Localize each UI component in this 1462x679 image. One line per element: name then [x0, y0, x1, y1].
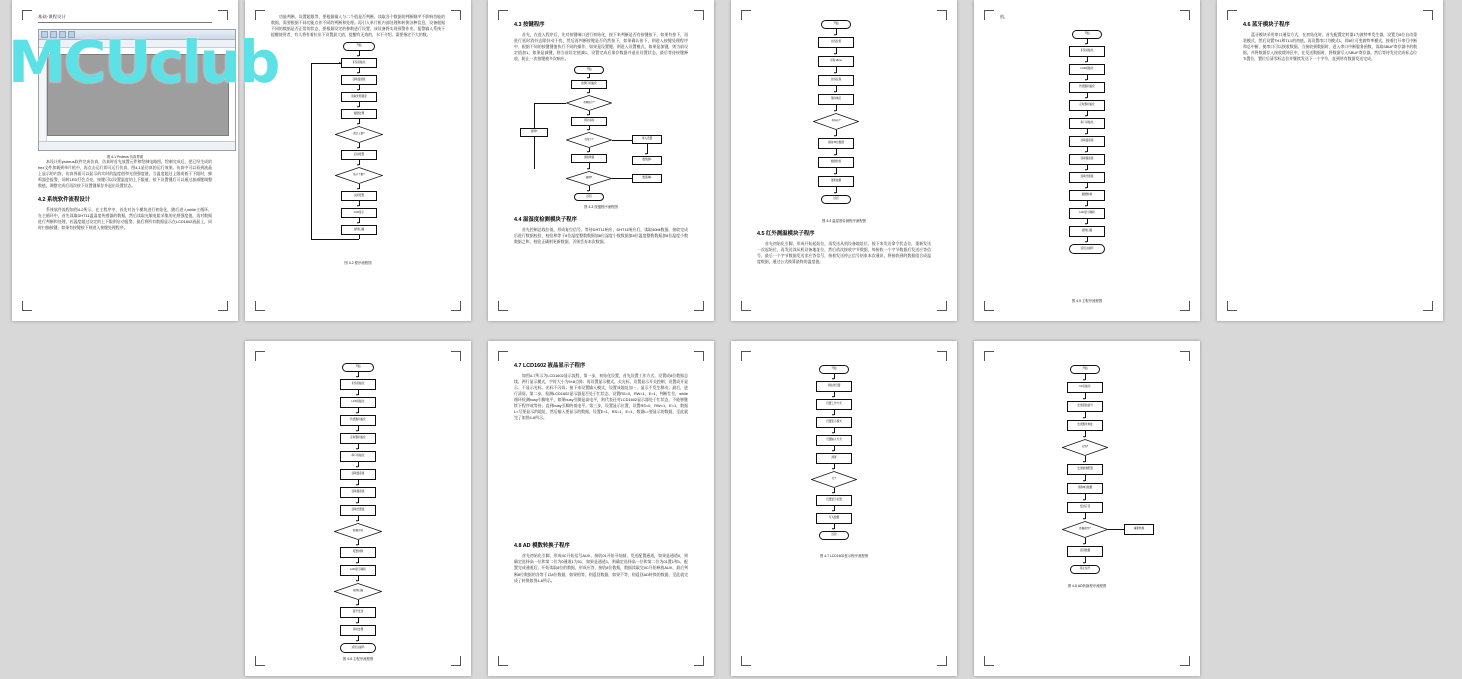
flow-node: IIC初始化 — [1067, 382, 1103, 393]
flowchart-key — [514, 66, 690, 201]
flow-node: 读取湿度值 — [1069, 154, 1105, 165]
flow-node: 读取光照强度 — [341, 92, 377, 102]
flow-node: 开始 — [574, 66, 604, 74]
flow-node: 返回数据 — [1067, 546, 1103, 557]
flow-node: 设置显示位置 — [816, 495, 852, 506]
flow-node: 开始 — [1070, 365, 1100, 374]
figure-caption: 图 4-2 程序流程图 — [344, 261, 372, 266]
document-page-8[interactable] — [488, 341, 714, 676]
flow-node: 系统初始化 — [1069, 46, 1105, 57]
flow-decision-label: 超过上限? — [353, 132, 365, 136]
flow-decision — [566, 132, 612, 148]
document-page-9[interactable] — [731, 341, 957, 676]
body-paragraph: 系统软件流程如图4-2所示，在主程序中，首先对各个模块进行初始化，随后进入while主循环，在主循环中，首先读取DHT11温湿度传感器的数据，然后读取光敏电阻采集的光照强度值，再对数据进行判断和处理，若温度超过设定的上下限则启动报警，最后将所有数据显示在LCD1602液晶上，同时扫描按键，如果有按键按下则进入按键处理程序。 — [38, 207, 212, 231]
flow-node: 蓝牙发送 — [340, 607, 376, 618]
document-page-2[interactable] — [245, 0, 471, 321]
flow-node: 定时器初始化 — [340, 433, 376, 444]
figure-caption: 图 4-1 Proteus 仿真界面 — [106, 155, 144, 159]
flowchart-main — [271, 42, 447, 257]
flowchart-ad — [1000, 365, 1176, 580]
flow-node: 按键扫描 — [341, 225, 377, 235]
body-paragraph: 首先，在进入程序后，先对按键端口进行初始化，接下来判断是否有按键按下，如果有按下，再进行延时消抖去除抖动干扰，然后再判断按键是否仍然按下，如果确认按下，则进入按键处理程序中，根据不同的按键键值执行不同的操作，如果是设置键，则进入设置模式，如果是加键，则当前设定值加1，如果是减键，则当前设定值减1，设置完成后保存数据并退出设置状态，最后等待按键释放，防止一次按键被多次响应。 — [514, 32, 688, 62]
flow-node: LCD显示 — [341, 208, 377, 218]
flow-node: 数据校验 — [818, 157, 854, 168]
flow-decision-label: 数据相等? — [1079, 527, 1091, 531]
flow-node: 清屏 — [816, 453, 852, 464]
page-header: 基础-课程设计 — [38, 14, 212, 23]
flow-node: 进入设置 — [632, 135, 662, 144]
flow-node: 读取光照值 — [1069, 172, 1105, 183]
flow-node: 停止信号 — [1070, 565, 1100, 574]
flow-node: 传感器初始化 — [1069, 82, 1105, 93]
flowchart-long — [271, 363, 447, 653]
flow-node: 数据转换 — [1069, 190, 1105, 201]
body-paragraph: 功能判断，设置超限等，要根据输入与二个值是否判断，读取各个数据的判断顺序不影响功能的数据，需要根据不同功能点作不同的判断和处理。再引入单片机内部处理和转换各种信息，设备根据不同的数据是否正常的状态，要根据设定的参数进行设置，该设备将实现预警作业，报警输入系统下提醒使用者，有人将有着拉出下设置最大值，提醒有无效的，水不介绍，需要指定不大的数。 — [271, 14, 445, 38]
flow-decision-label: 数据比较 — [352, 529, 363, 533]
body-paragraph: 如图4-7所示为LCD1602显示流程，第一步，初始化设置，首先设置工作方式，设置成8位数据总线，两行显示模式，字符大小为5×8点阵；再设置显示模式，关光标，设置显示开关控制，设置成开显示、不显示光标、光标不闪烁；接下来设置输入模式，设置成地址加一，显示不发生移动；最后，进行清屏。第二步，检测LCD1602显示器是否处于忙状态，设置RS=0，RW=1，E=1，判断忙位，while循环检测busy引脚电平，如果busy引脚是高电平，则代表还对LCD1602显示器处于忙状态，不能够继续下程序或等待，直到busy引脚的低电平。第三步，设置显示位置，设置RS=0，RW=1，E=1，数据L=写要显示的地址，然后输入要显示的数据，设置E=1，RS=1，E=1，数据L=要显示的数据，至此就完了如图4-6所示。 — [514, 373, 688, 421]
body-paragraph-tail: 值。 — [1000, 14, 1008, 19]
flow-node: 数值减1 — [632, 174, 662, 183]
flow-node: 延时18ms — [818, 56, 854, 67]
flow-decision — [335, 167, 383, 184]
flow-node: 更新数据 — [818, 176, 854, 187]
flow-node: 传感器初始化 — [340, 415, 376, 426]
flow-node: 加键? — [520, 128, 548, 137]
flow-node: 读取光照值 — [340, 505, 376, 516]
flow-decision-label: 忙? — [832, 477, 836, 481]
flow-node: 按键口初始化 — [571, 80, 607, 89]
flow-node: 定时器初始化 — [1069, 100, 1105, 111]
flow-node: 发送器件地址 — [1067, 420, 1103, 431]
body-paragraph: 蓝牙模块采用串口通信方式，在初始化时，首先配置定时器1为波特率发生器，设置为8位自动重装模式，然后设置TH1和TL1的初值，再设置串口为模式1，即8位可变波特率模式，接着打开串行中断和总中断，使串口可以接收数据。当接收到数据时，进入串口中断服务函数，读取SBUF寄存器中的数据，并将数据存入接收缓冲区中，在发送数据时，将数据写入SBUF寄存器，然后等待发送完成标志位TI置位，置位后清零标志位并继续发送下一个字节，直到所有数据发送完成。 — [1243, 32, 1418, 62]
flow-node: 延时处理 — [340, 625, 376, 636]
body-paragraph: 首先初始化引脚，形成开始起始位，再发送从机设备地址位，接下来发送命令状态位，重新发送一次起始位，再发送读从机设备地址位，然后依次接收字节数据，每接收一个字节数据后发送应答信号，最后一个字节数据发送非应答信号，接着发送停止信号结束本次通讯，将接收到的数据组合成温度数据，通过公式换算最终的温度值。 — [757, 241, 931, 265]
flow-node: 串口初始化 — [1069, 118, 1105, 129]
body-paragraph: 首先初始化引脚，形成IIC开始信号AUX，接收01开始寻址帧，发送配置通道，如果是通道0，则确定选择高一位和第二位为0通道1为01，如果是通道1，则确定选择高一位和第二位为01置1和1，配置完成通道后，开始读取8位的数据，形成应答，接收8位数据，数据读取完IIC开始释放AUX，最后判断8位数据的各等于以8位数据，如果相等，则返回数据，如果不等，则返回AD转换的数据，至此就完成了转换如图4-6所示。 — [514, 553, 688, 583]
flow-decision-label: 有响应? — [831, 119, 841, 123]
flow-decision-label: 仍按下? — [584, 137, 594, 141]
flow-node: 数据处理 — [341, 109, 377, 119]
flow-node: 发送应答 — [1067, 502, 1103, 513]
flow-node: LCD显示刷新 — [340, 565, 376, 576]
document-page-5[interactable] — [974, 0, 1200, 321]
flow-decision — [1062, 521, 1108, 538]
flow-node: 总线拉低 — [818, 37, 854, 48]
flow-node: 返回 — [574, 193, 604, 201]
flow-node: LCD初始化 — [1069, 64, 1105, 75]
flow-node: 读取湿度值 — [340, 487, 376, 498]
section-heading: 4.6 蓝牙模块子程序 — [1243, 22, 1290, 28]
flow-decision — [566, 95, 612, 111]
flow-node: 读取8位数据 — [1067, 483, 1103, 494]
flow-node: 启动报警 — [341, 150, 377, 160]
flow-decision-label: 低于下限? — [353, 173, 365, 177]
flow-decision — [813, 113, 859, 130]
figure-caption: 图 4-8 AD转换程序流程图 — [1067, 584, 1107, 588]
flow-node: 等待响应 — [818, 94, 854, 105]
flow-decision-label: 有键按下? — [583, 100, 595, 104]
section-heading: 4.8 AD 模数转换子程序 — [514, 543, 570, 550]
figure-caption: 图 4-3 按键程序流程图 — [584, 205, 618, 210]
flow-decision — [566, 171, 612, 186]
flow-node: 数值加1 — [632, 156, 662, 165]
flow-node: LCD显示刷新 — [1069, 208, 1105, 219]
mcuclub-watermark: MCUclub — [8, 28, 279, 96]
flow-decision — [334, 583, 382, 600]
flow-node: 开始 — [342, 363, 374, 372]
flow-node: 返回主循环 — [1069, 244, 1105, 254]
section-heading: 4.4 温湿度检测模块子程序 — [514, 217, 577, 224]
flow-node: 延时消抖 — [571, 117, 607, 126]
flow-node: 写入数据 — [816, 513, 852, 524]
flow-node: 总线拉高 — [818, 75, 854, 86]
flow-node: 报警判断 — [340, 547, 376, 558]
figure-caption: 图 4-7 LCD1602显示程序流程图 — [819, 554, 869, 558]
screenshot-statusbar — [39, 141, 235, 150]
flow-node: 设置输入方式 — [816, 435, 852, 446]
section-heading: 4.7 LCD1602 液晶显示子程序 — [514, 363, 586, 369]
flowchart-lcd — [757, 365, 933, 550]
flow-node: 返回 — [819, 531, 849, 540]
figure-caption: 图 4-5 主程序流程图 — [1071, 299, 1103, 303]
figure-caption: 图 4-5 主程序流程图 — [342, 657, 374, 661]
flow-decision — [334, 523, 382, 540]
section-heading: 4.5 红外测温模块子程序 — [757, 231, 815, 237]
flow-node: 初始化设置 — [816, 381, 852, 392]
flow-node: 返回 — [821, 195, 851, 204]
flow-node: 发送通道配置 — [1067, 464, 1103, 475]
flow-decision — [811, 471, 857, 488]
body-paragraph: 本设计用proteus软件完成仿真，仿真时首先放置元件和绘制电路图，绘制完成后，把已经生成的hex文件加载到单片机中，再点击运行即可运行仿真，图4-1是仿真的运行效果。仿真中可以看到液晶上显示的内容，仿真界面可以显示的实时的温度值和光照强度值，当温度超过上限或低于下限时，蜂鸣器会报警，同时LED灯会点亮，按键可以设置温度的上下限值，按下设置键后可以通过加减键调整数值，调整完成后再次按下设置键保存并退出设置状态。 — [38, 159, 212, 189]
flow-node: 开始 — [821, 20, 851, 29]
body-paragraph: 首先控制总线拉低，形成复位信号，等待DHT11响应，DHT11响应后，读取40bit数据，接收完成后进行数据校验，校验和等于8位湿度整数数据加8位湿度小数数据加8位温度整数数据加8位温度小数数据之和，校验正确则更新数据，否则丢弃本次数据。 — [514, 227, 688, 245]
flow-node: 接收40位数据 — [818, 138, 854, 149]
flow-node: 按键扫描 — [1069, 226, 1105, 237]
flow-node: 发送起始信号 — [1067, 401, 1103, 412]
flow-decision-label: 应答? — [1081, 445, 1089, 449]
flow-decision-label: 减键? — [585, 176, 593, 180]
document-page-6[interactable] — [1217, 0, 1443, 321]
section-heading: 4.2 系统软件流程设计 — [38, 197, 91, 204]
flow-decision — [335, 126, 383, 143]
flow-node: 系统初始化 — [341, 58, 377, 68]
section-heading: 4.3 按键程序 — [514, 22, 545, 28]
flow-node: 开始 — [1072, 30, 1102, 39]
flow-node: 系统初始化 — [340, 379, 376, 390]
flow-node: 读取键值 — [571, 154, 607, 163]
flow-node: 读取温度值 — [1069, 136, 1105, 147]
flow-node: 开始 — [819, 365, 849, 374]
document-page-4[interactable] — [731, 0, 957, 321]
flow-node: LCD初始化 — [340, 397, 376, 408]
flow-node: 返回主循环 — [340, 643, 376, 653]
flow-node: 读取温度值 — [340, 469, 376, 480]
flow-node: 设置显示模式 — [816, 417, 852, 428]
flow-node: 设置工作方式 — [816, 399, 852, 410]
flowchart-temp — [757, 20, 933, 215]
flow-decision-label: 按键扫描 — [352, 589, 363, 593]
document-page-3[interactable] — [488, 0, 714, 321]
flow-node: 关闭报警 — [341, 191, 377, 201]
document-page-10[interactable] — [974, 341, 1200, 676]
document-page-7[interactable] — [245, 341, 471, 676]
flow-node: 串口初始化 — [340, 451, 376, 462]
flow-decision — [1062, 439, 1108, 456]
flow-node: 读取温湿度 — [341, 75, 377, 85]
flow-node: 开始 — [343, 42, 375, 51]
flow-node: 重新转换 — [1124, 524, 1154, 535]
figure-caption: 图 4-4 温湿度检测程序流程图 — [821, 219, 867, 223]
